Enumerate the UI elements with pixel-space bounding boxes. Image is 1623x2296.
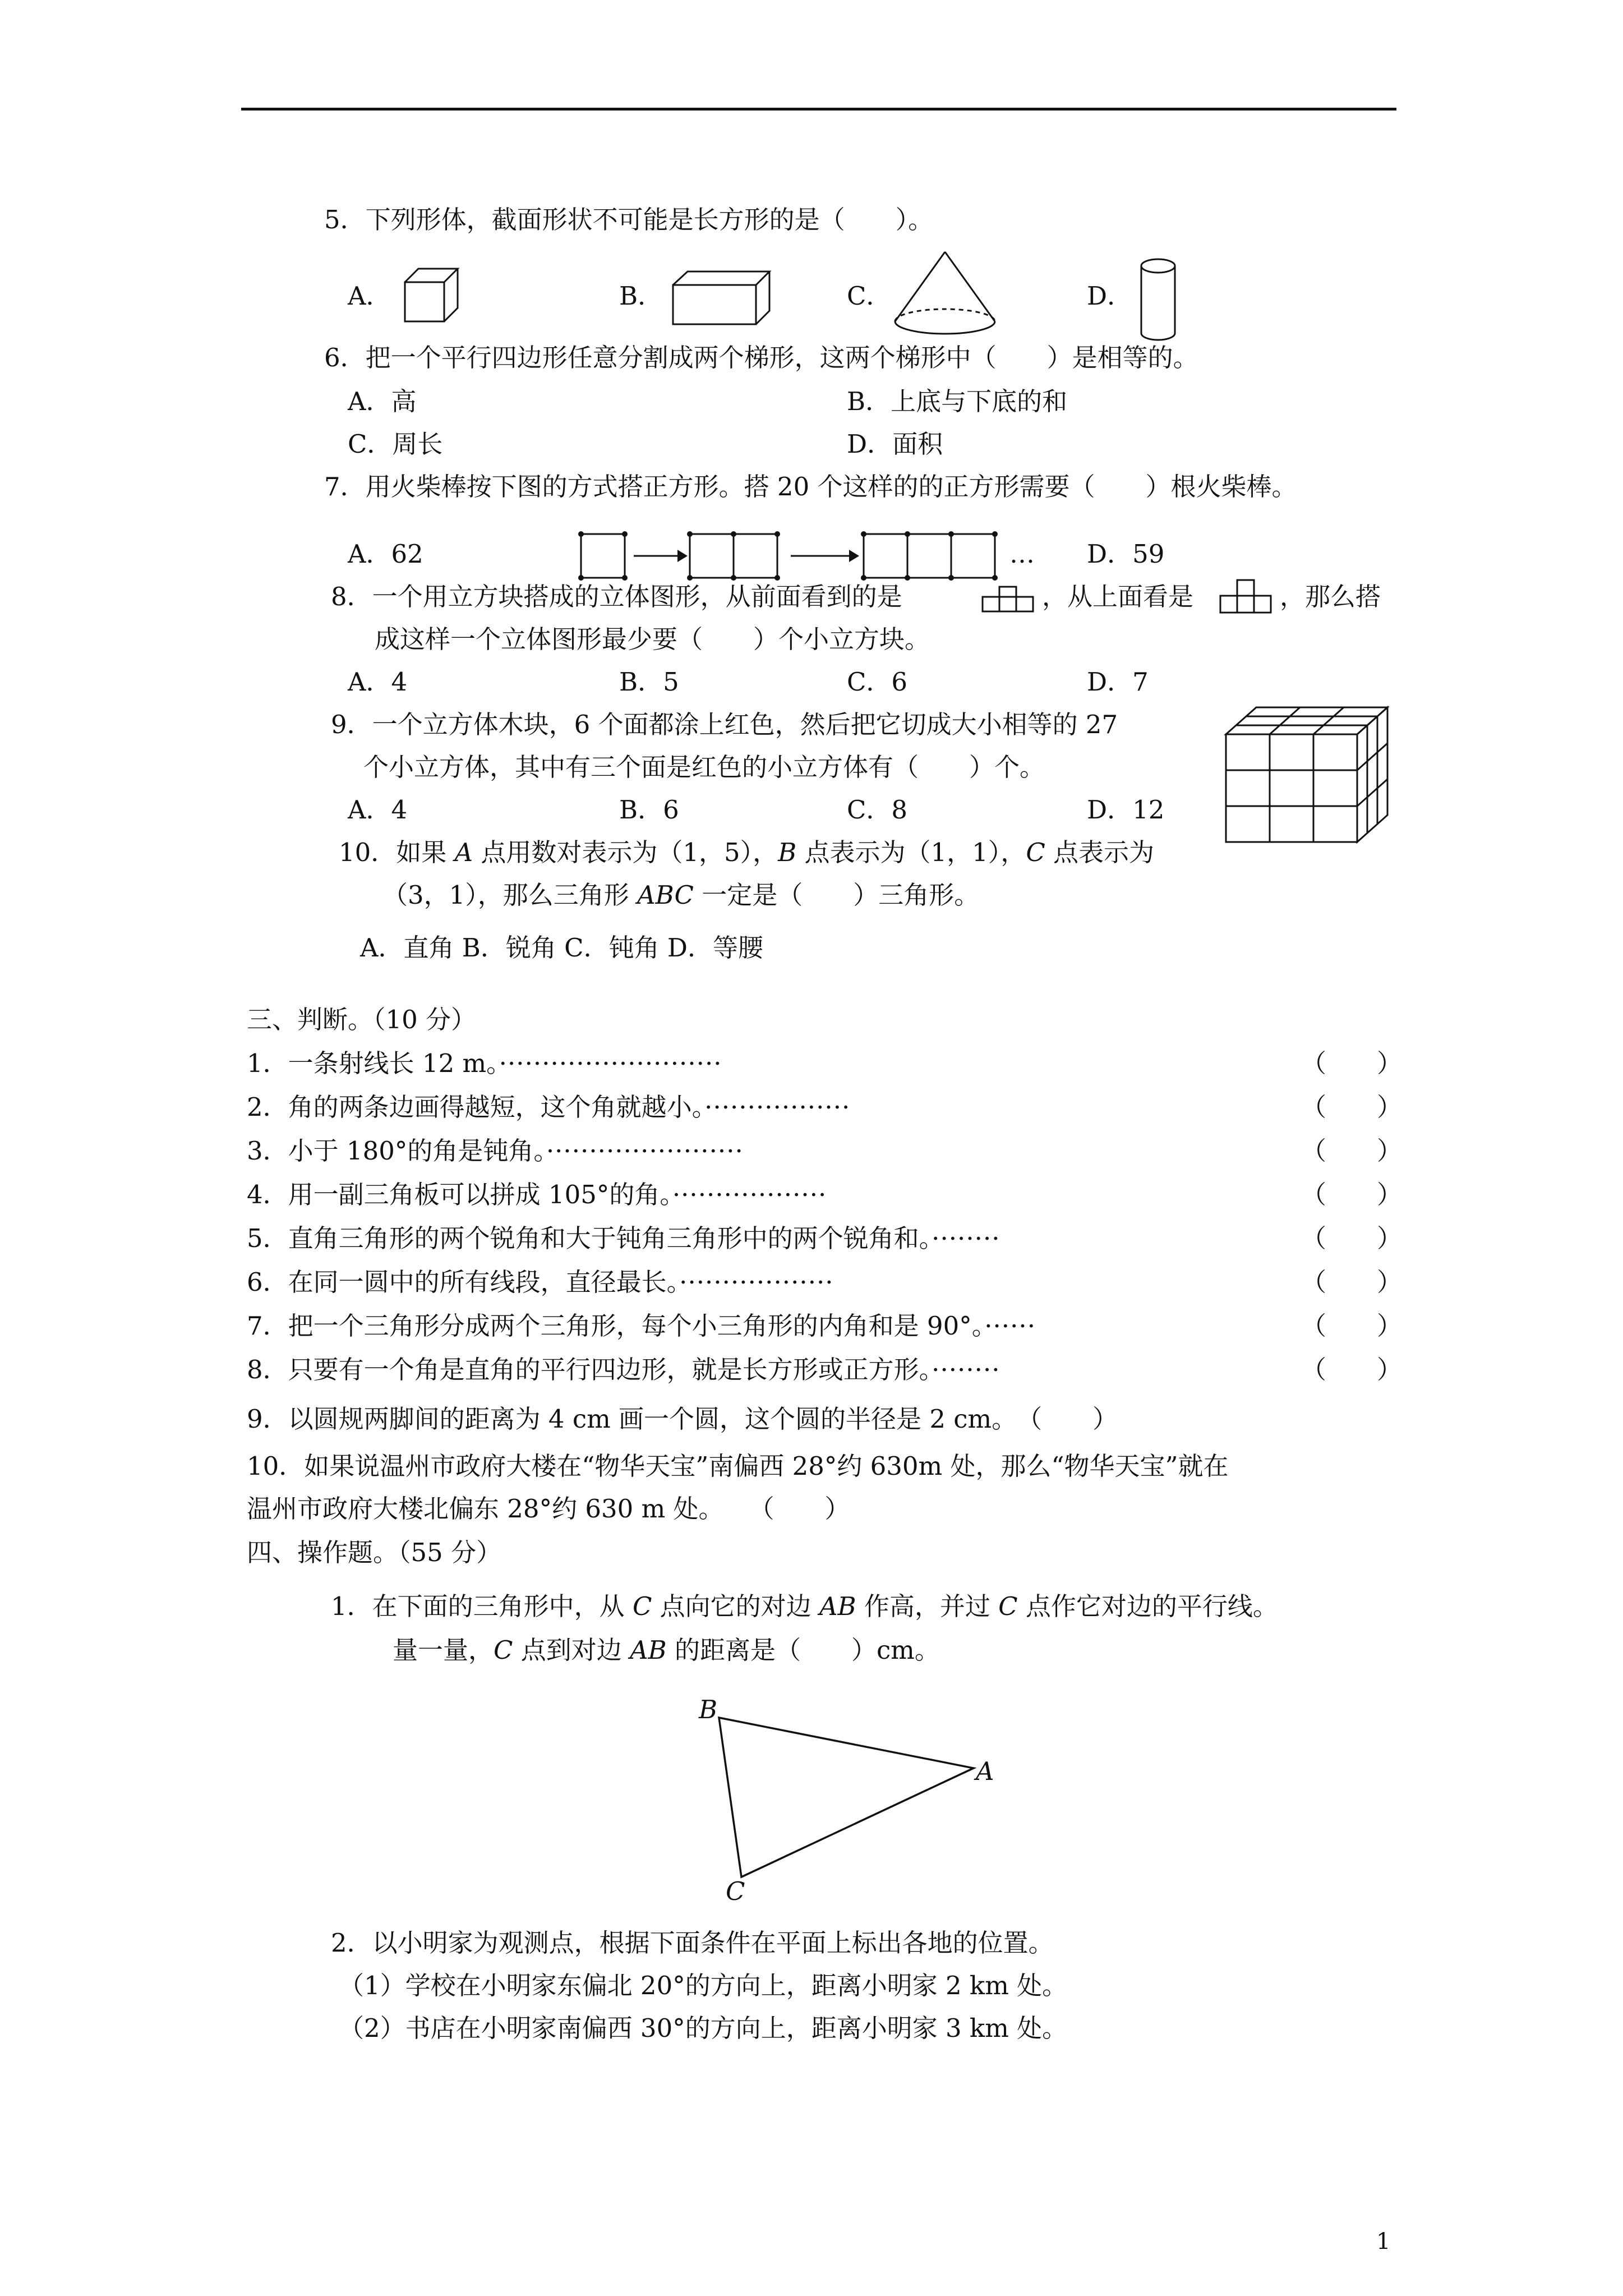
q5-option-c-label: C．	[847, 281, 892, 311]
q9-option-d: D．12	[1087, 795, 1165, 825]
judge-item-6	[247, 1267, 834, 1298]
triangle-abc-figure	[695, 1694, 1032, 1918]
judge-item-8-answer[interactable]: （ ）	[1301, 1355, 1403, 1384]
judge-item-5	[247, 1223, 1000, 1254]
q8-option-a: A．4	[348, 667, 408, 697]
q7-ellipsis: …	[1009, 539, 1035, 569]
q10-line1-text-c: 点表示为（1，1），	[796, 838, 1026, 867]
judge-item-6-text: 6．在同一圆中的所有线段，直径最长。	[247, 1267, 680, 1297]
q10-line1-text-b: 点用数对表示为（1，5），	[473, 838, 778, 867]
judge-item-8	[247, 1354, 1000, 1386]
s4-q1-point-c3: C	[494, 1635, 513, 1665]
s4-q1-line2-c: 的距离是（ ）cm。	[666, 1635, 940, 1665]
matchstick-squares-figure	[578, 527, 1026, 583]
s4-q1-line2-a: 量一量，	[393, 1635, 494, 1665]
judge-item-6-answer[interactable]: （ ）	[1301, 1267, 1403, 1297]
triangle-abc	[719, 1718, 974, 1877]
front-view-icon	[980, 586, 1048, 614]
judge-item-10-line1: 10．如果说温州市政府大楼在“物华天宝”南偏西 28°约 630m 处，那么“物华天宝”就在	[247, 1451, 1229, 1481]
q6-option-d: D．面积	[847, 429, 943, 459]
judge-item-1	[247, 1048, 722, 1079]
top-view-icon	[1217, 578, 1279, 617]
judge-item-7-text: 7．把一个三角形分成两个三角形，每个小三角形的内角和是 90°。	[247, 1311, 985, 1341]
judge-item-8-text: 8．只要有一个角是直角的平行四边形，就是长方形或正方形。	[247, 1355, 932, 1384]
judge-item-3-answer[interactable]: （ ）	[1301, 1136, 1403, 1166]
section3-title: 三、判断。（10 分）	[247, 1005, 477, 1034]
q9-option-b: B．6	[619, 795, 679, 825]
vertex-b-label: B	[699, 1695, 718, 1724]
q8-option-c: C．6	[847, 667, 908, 697]
cuboid-icon	[671, 269, 772, 328]
judge-item-3-dots: ·······················	[546, 1136, 744, 1166]
s4-q1-line1-b: 点向它的对边	[652, 1591, 819, 1621]
s4-q1-line2	[393, 1635, 940, 1666]
q10-line2-text-b: 一定是（ ）三角形。	[693, 880, 980, 910]
header-rule	[241, 108, 1396, 111]
q10-line1	[339, 837, 1154, 868]
q6-option-a: A．高	[348, 386, 417, 416]
judge-item-5-text: 5．直角三角形的两个锐角和大于钝角三角形中的两个锐角和。	[247, 1223, 932, 1253]
q10-line2-text-a: （3，1），那么三角形	[382, 880, 638, 910]
q10-point-c: C	[1026, 838, 1045, 867]
q10-point-a: A	[454, 838, 473, 867]
judge-item-1-answer[interactable]: （ ）	[1301, 1048, 1403, 1078]
q5-option-b-label: B．	[619, 281, 663, 311]
judge-item-2	[247, 1092, 850, 1123]
judge-item-2-dots: ·················	[704, 1092, 851, 1122]
page-number: 1	[1376, 2229, 1391, 2254]
s4-q1-side-ab1: AB	[819, 1591, 856, 1621]
s4-q1-point-c2: C	[998, 1591, 1018, 1621]
judge-item-4	[247, 1179, 827, 1211]
judge-item-6-dots: ··················	[679, 1267, 834, 1297]
q10-line1-text-a: 10．如果	[339, 838, 455, 867]
s4-q1-line1-d: 点作它对边的平行线。	[1017, 1591, 1278, 1621]
q6-stem: 6．把一个平行四边形任意分割成两个梯形，这两个梯形中（ ）是相等的。	[324, 343, 1198, 372]
judge-item-4-dots: ··················	[672, 1180, 827, 1209]
q7-option-d: D．59	[1087, 539, 1165, 569]
judge-item-2-text: 2．角的两条边画得越短，这个角就越小。	[247, 1092, 705, 1122]
q8-stem-part2: ，从上面看是	[1042, 582, 1194, 611]
q8-option-b: B．5	[619, 667, 679, 697]
q9-stem-line1: 9．一个立方体木块，6 个面都涂上红色，然后把它切成大小相等的 27	[331, 710, 1118, 739]
section4-title: 四、操作题。（55 分）	[247, 1538, 502, 1567]
judge-item-3-text: 3．小于 180°的角是钝角。	[247, 1136, 546, 1166]
q8-stem-line2: 成这样一个立体图形最少要（ ）个小立方块。	[375, 624, 930, 654]
judge-item-7-answer[interactable]: （ ）	[1301, 1311, 1403, 1341]
s4-q2-line2: （1）学校在小明家东偏北 20°的方向上，距离小明家 2 km 处。	[339, 1971, 1068, 2000]
cone-icon	[892, 250, 998, 339]
judge-item-5-dots: ········	[932, 1223, 1000, 1253]
s4-q2-line1: 2．以小明家为观测点，根据下面条件在平面上标出各地的位置。	[331, 1928, 1054, 1958]
q9-stem-line2: 个小立方体，其中有三个面是红色的小立方体有（ ）个。	[363, 752, 1045, 782]
q10-triangle-name: ABC	[637, 880, 694, 910]
q6-option-b: B．上底与下底的和	[847, 386, 1068, 416]
s4-q1-line1-c: 作高，并过	[856, 1591, 999, 1621]
q5-stem: 5．下列形体，截面形状不可能是长方形的是（ ）。	[324, 205, 934, 234]
q9-option-c: C．8	[847, 795, 908, 825]
judge-item-2-answer[interactable]: （ ）	[1301, 1092, 1403, 1122]
vertex-a-label: A	[976, 1756, 994, 1786]
q10-point-b: B	[778, 838, 797, 867]
vertex-c-label: C	[726, 1876, 745, 1906]
s4-q1-line1	[331, 1591, 1278, 1622]
q10-options: A．直角 B．锐角 C．钝角 D．等腰	[360, 933, 763, 963]
q6-option-c: C．周长	[348, 429, 443, 459]
q8-stem-part1: 8．一个用立方块搭成的立体图形，从前面看到的是	[331, 582, 902, 611]
judge-item-1-dots: ··························	[499, 1048, 722, 1078]
q9-option-a: A．4	[348, 795, 408, 825]
judge-item-9: 9．以圆规两脚间的距离为 4 cm 画一个圆，这个圆的半径是 2 cm。 （ ）	[247, 1404, 1118, 1434]
q10-line1-text-d: 点表示为	[1045, 838, 1155, 867]
s4-q1-side-ab2: AB	[630, 1635, 667, 1665]
judge-item-7-dots: ······	[984, 1311, 1036, 1341]
judge-item-5-answer[interactable]: （ ）	[1301, 1223, 1403, 1253]
q7-option-a: A．62	[348, 539, 423, 569]
q10-line2	[382, 880, 979, 911]
judge-item-7	[247, 1310, 1036, 1342]
judge-item-1-text: 1．一条射线长 12 m。	[247, 1048, 499, 1078]
judge-item-4-text: 4．用一副三角板可以拼成 105°的角。	[247, 1180, 672, 1209]
q7-stem: 7．用火柴棒按下图的方式搭正方形。搭 20 个这样的的正方形需要（ ）根火柴棒。	[324, 472, 1297, 501]
q8-stem-part3: ，那么搭	[1280, 582, 1381, 611]
judge-item-3	[247, 1135, 744, 1167]
judge-item-4-answer[interactable]: （ ）	[1301, 1180, 1403, 1209]
s4-q2-line3: （2）书店在小明家南偏西 30°的方向上，距离小明家 3 km 处。	[339, 2013, 1068, 2043]
painted-cube-figure	[1223, 704, 1396, 847]
s4-q1-line1-a: 1．在下面的三角形中，从	[331, 1591, 633, 1621]
judge-item-8-dots: ········	[932, 1355, 1000, 1384]
q5-option-d-label: D．	[1087, 281, 1133, 311]
q5-option-a-label: A．	[348, 281, 391, 311]
cube-icon	[403, 266, 464, 328]
s4-q1-line2-b: 点到对边	[513, 1635, 630, 1665]
cylinder-icon	[1138, 257, 1178, 344]
s4-q1-point-c1: C	[632, 1591, 652, 1621]
q8-option-d: D．7	[1087, 667, 1149, 697]
judge-item-10-line2: 温州市政府大楼北偏东 28°约 630 m 处。 （ ）	[247, 1494, 850, 1524]
